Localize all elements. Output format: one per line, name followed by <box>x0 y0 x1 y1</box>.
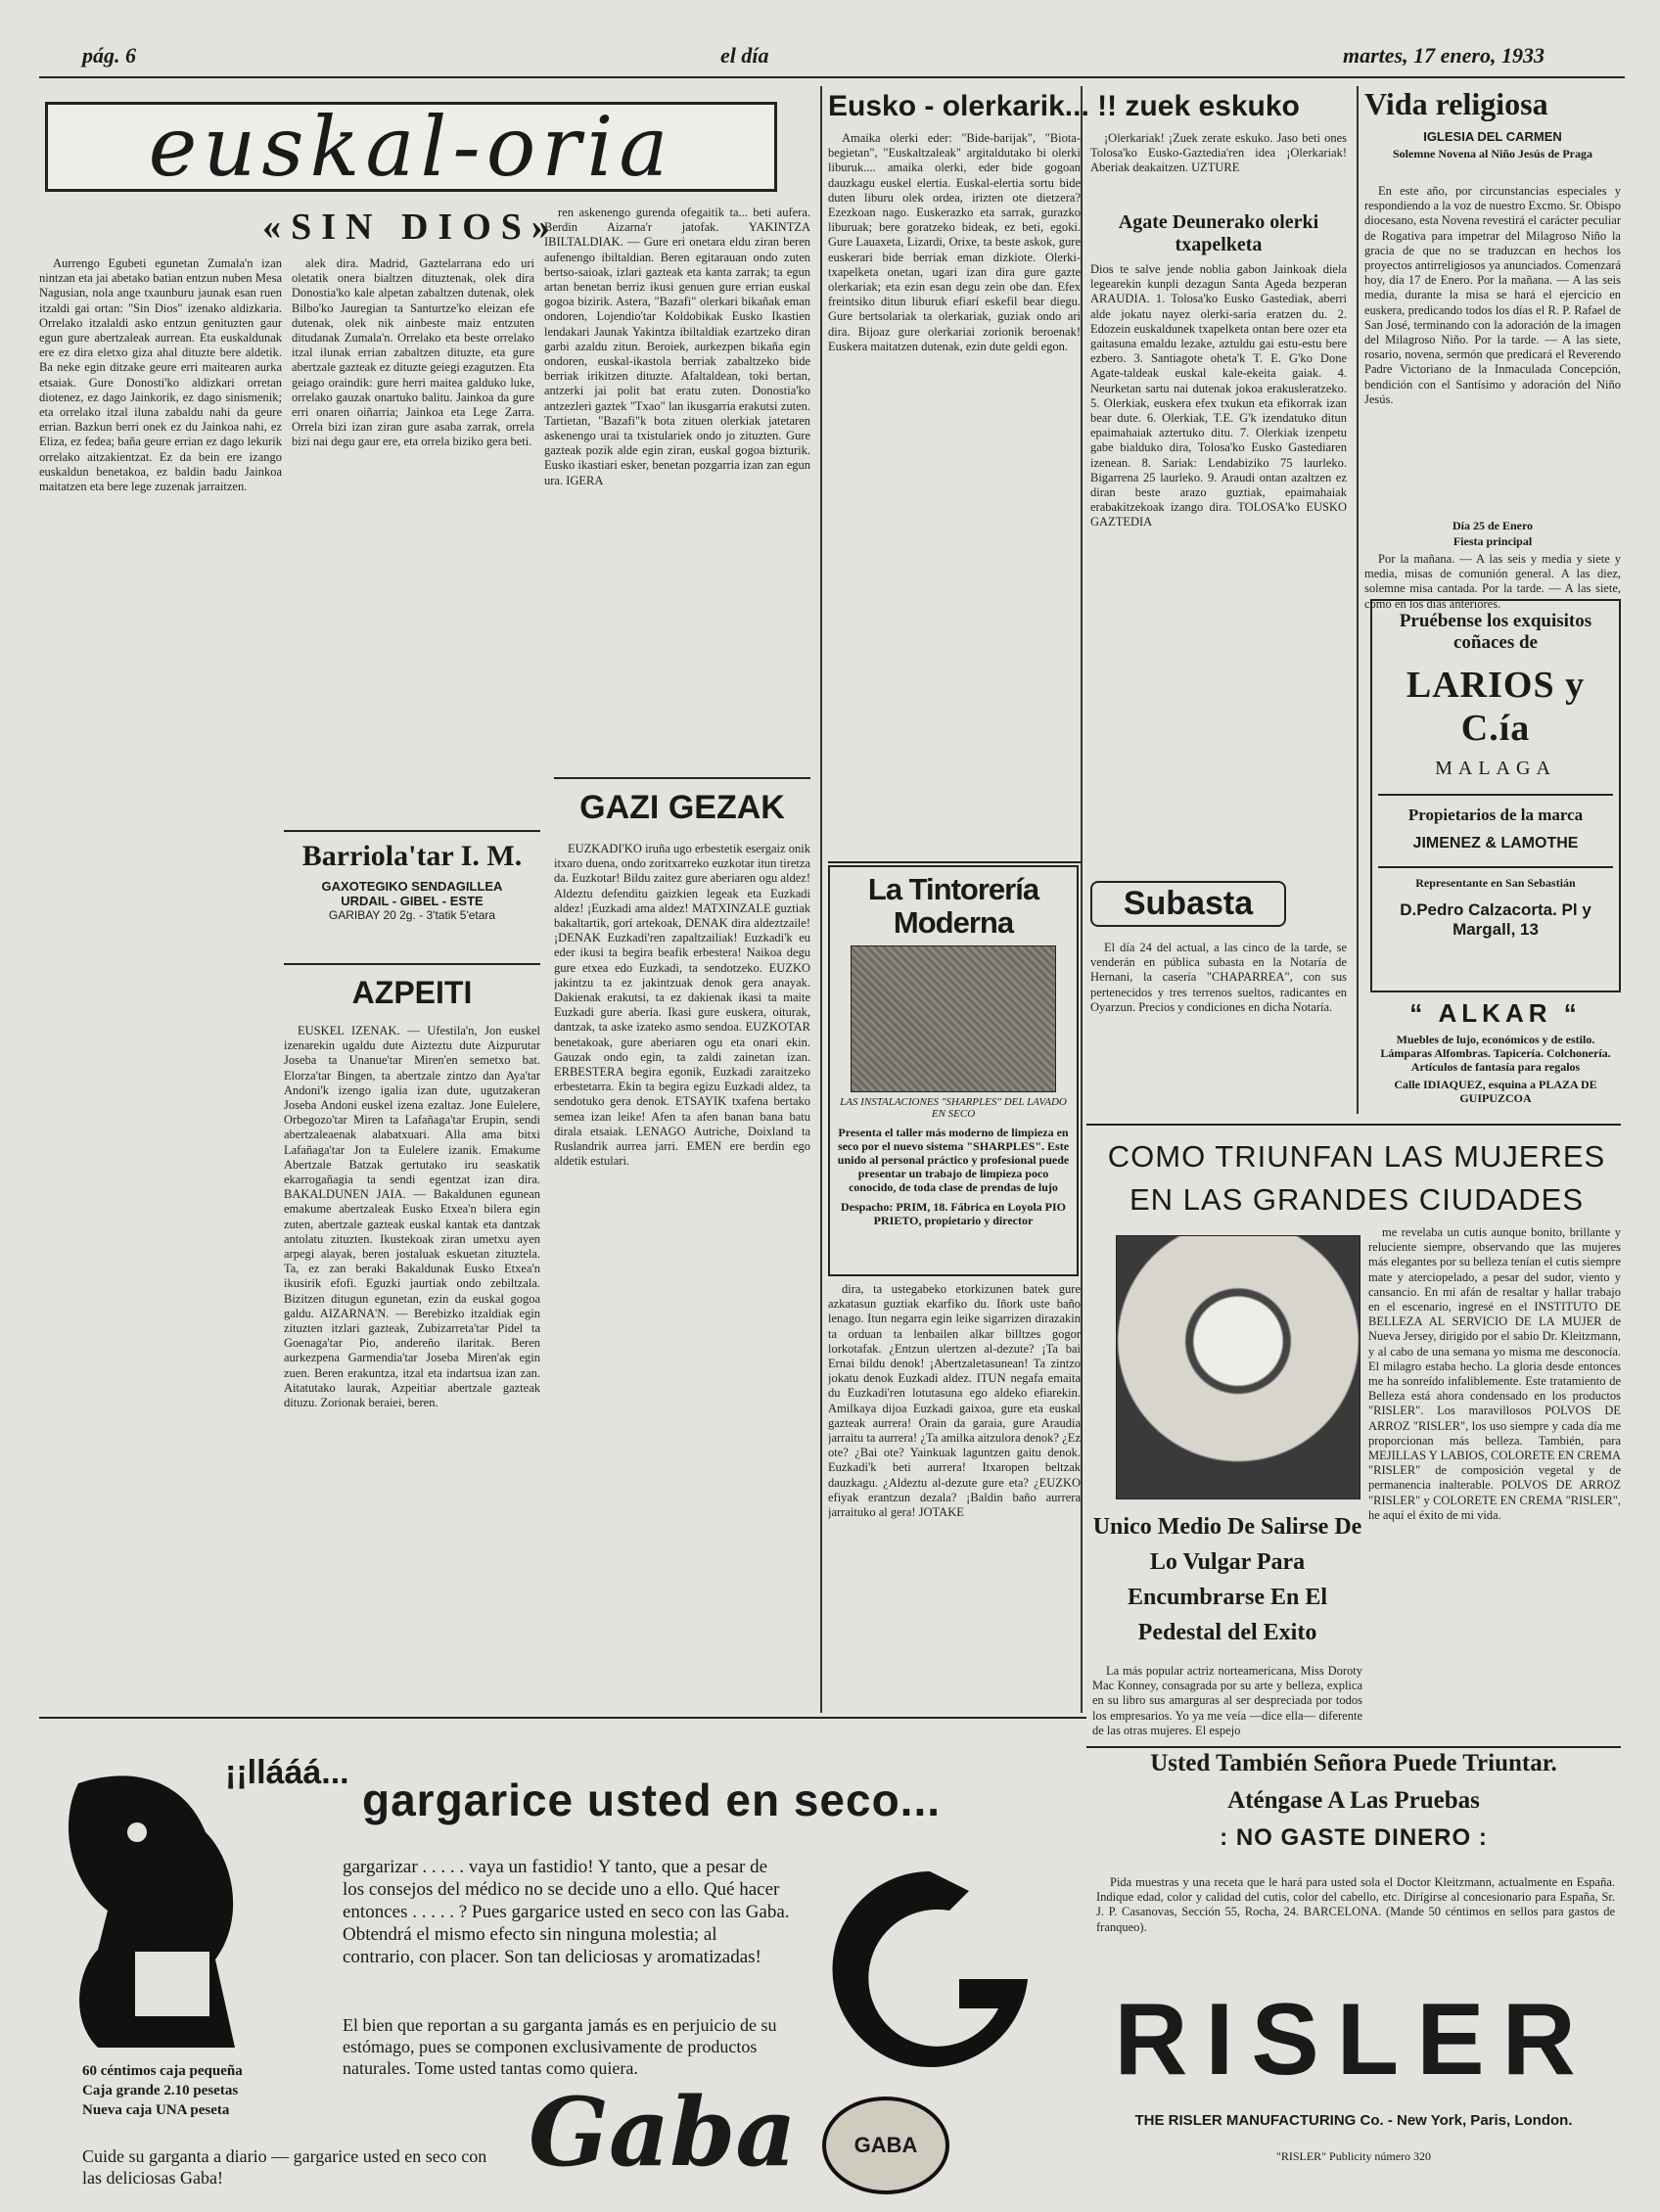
newspaper-name: el día <box>720 43 769 68</box>
article-column-1 <box>39 256 282 1695</box>
religiosa-body <box>1364 184 1621 517</box>
alkar-title: “ ALKAR “ <box>1409 998 1582 1028</box>
larios-line: D.Pedro Calzacorta. Pl y Margall, 13 <box>1400 900 1591 939</box>
subasta-title: Subasta <box>1090 881 1286 927</box>
olerki-column-1 <box>828 131 1081 777</box>
barriola-title: Barriola'tar I. M. <box>301 840 523 872</box>
alkar-ad <box>1370 998 1621 1105</box>
larios-line: Pruébense los exquisitos <box>1399 611 1592 631</box>
tintoreria-ad <box>828 865 1079 1276</box>
olerki-title: Eusko - olerkarik... !! zuek eskuko <box>828 90 1300 122</box>
risler-intro <box>1092 1664 1362 1742</box>
article-text: Dios te salve jende noblia gabon Jainkoak diela legearekin kunpli dezagun Santa Ageda bezperan ARAUDIA. 1. Tolosa'ko Eusko Gastediak, aberri alde jokatu nayez olerki-saria eratzen du. 2. Edozein euskaldunek txapelketa ontan bere ozer eta gaitasuna emaldu lezake, aztuldu gai estu-estu bere ezbero. 3. Santiagote oheta'k T. E. G'ko Done Agate-taldeak euskal kale-ekeita gaiak. 4. Neurketan sartu nai dutenak jokoa erakusleratzeko. 5. Olerkiak, euskera efex txukun eta efikorrak izan bear dute. 6. Olerkiak, T.E. G'k izendatuko ditun epaimahaiak aztertuko ditu. 7. Olerkiak izenpetu gabe bialduko dira, Tolosa'ko Eusko Gastediaren izenean. 8. Sariak: Lendabiziko 75 laurleko. Bigarrena 25 laurleko. 9. Araudi ontan azaltzen ez diran beste arazo guztiak, epaimahaiak erabakitzekoak izango dira. TOLOSA'ko EUSKO GAZTEDIA <box>1090 262 1347 530</box>
article-text: Amaika olerki eder: "Bide-barijak", "Biota-begietan", "Euskaltzaleak" argitaldutako bi olerki liburuk.... amaika olerki, eder bide gogoan dauzkagu euskel elertia. Euskal-elertia sortu bide duten liburu olek ordea, irizten ote dietzera? Ezezkoan nago. Euskerazko eta sarrak, gurazko liburuak; bere goratzeko bideak, ez beti, egoki. Gure Lauaxeta, Lizardi, Orixe, ta beste askok, gure euskerari bide berriak eman dizkiote. Olerki-txapelketa onetan, ugari izan dira gure gazte olerkariak; eta ezin esan degu zein obe dan. Efex freintsiko ditun liburuk efiarí eskefil bear diegu. Gure bertsolariak ta olerkariak, guziak ondo ari dira. Bijoaz gure olerkariai zorionik beroenak! Euskera maitatzen dutenak, ezin dute geldi egon. <box>828 131 1081 353</box>
section-rule <box>284 830 540 832</box>
article-column-2 <box>292 256 534 814</box>
section-rule <box>828 861 1081 863</box>
risler-cta: Usted También Señora Puede Triuntar. <box>1150 1750 1557 1776</box>
larios-line: Representante en San Sebastián <box>1415 876 1576 890</box>
tintoreria-title: La Tintorería Moderna <box>867 872 1039 940</box>
article-text: ren askenengo gurenda ofegaitik ta... beti aufera. Berdin Aizarna'r jatofak. YAKINTZA IBILTALDIAK. — Gure eri onetara eldu ziran beren aufenengo ibiltaldian. Beren egitarauan ondo zuten bertso-saioak, izlari gazteak eta kanta zarrak; ta egun artan benetan berriz ikusi genuen gure errian euskal gogoa bizirik. Astera, "Bazafi" olerkari bikañak eman ondoren, Lojendio'tar Koldobikak Eusko Ikastien lendakari Jaunak Yakintza ibiltaldiak ezartzeko diran garbi azaldu zitun. Beroiek, aurkezpen bikaña egin ondoren, euskal-ikastola berriak zabaltzeko bide berriak irikitzen dituzte. Afaltaldean, toki bertan, antzerki jai polit bat eratu zuten. Donostia'ko antzezleri gaztek "Txao" lan ikusgarria erakutsi zuten. Tartietan, "Bazafi"k bota zituen olerkiak jatetaren askenengo urai ta txistulariek ondo jo zituzten. Gure gazteak pozik alde egin ziran, euskal gogoa bizturik. Eusko ikastiari esker, benetan pozgarria izan zan egun ura. IGERA <box>544 206 810 487</box>
article-text: me revelaba un cutis aunque bonito, brillante y reluciente siempre, observando que las mujeres más elegantes por su belleza tenían el cutis siempre mate y aterciopelado, a pesar del sudor, viento y cansancio. En mi afán de resaltar y hallar trabajo en el escenario, ingresé en el INSTITUTO DE BELLEZA AL SERVICIO DE LA MUJER de Nueva Jersey, dirigido por el sabio Dr. Kleitzmann, y al cabo de una semana yo misma me desconocía. El milagro estaba hecho. La gloria desde entonces me ha sonreído infaliblemente. Este tratamiento de Belleza está ahora condensado en los productos "RISLER". Los maravillosos POLVOS DE ARROZ "RISLER", los uso siempre y cada día me proporcionan más belleza. También, para MEJILLAS Y LABIOS, COLORETE EN CREMA "RISLER" de composición vegetal y de permanencia inalterable. POLVOS DE ARROZ "RISLER" y COLORETE EN CREMA "RISLER", he aquí el éxito de mi vida. <box>1368 1225 1621 1522</box>
section-rule <box>284 963 540 965</box>
risler-cta: : NO GASTE DINERO : <box>1220 1824 1488 1851</box>
subasta-ad <box>1090 881 1347 1096</box>
article-text: EUZKADI'KO iruña ugo erbestetik esergaiz onik itxaro duena, ondo zoritxarreko euzkotar itun tiretza da. Euzkotar! Bildu zaitez gure aberiaren ogu aldez! Aldeztu defenditu gaizkien legeak eta Euzkadi aldez! ¡Euzkadi ama aldez! MATXINZALE guztiak bakaltartik, gorí artekoak, DENAK dira aldeztzaile! ¡DENAK Euzkadi'ren zapaltzailiak! Euzkadi'k eu eder ikusi ta begira beafik erbestera! Naikoa degu gure etxea edo Euzkadi, ta sendotzeko. EUZKO jakintzu ta ez jakintzuak denok gera anayak. Dakienak erakutsi, ta ez dakienak ikasi ta maite Euzkadi gure aberia. Ikasi gure euskera, oiturak, dantzak, ta aske izateko asmo sendoa. EUZKOTAR benetakoak, gure aberiaren ogu eta onari ekin. Gauzak ondo egin, ta zaldi zainetan izan. ERBESTERA begira egonik, Euzkadi zaraitzeko erbestetarra. Ekin ta begira egizu Euzkadi aldez, ta sendotuko gera denok. ETSAYIK txafena bertako semea izan leike! Afen ta afen banan bana batu dirala etsaiak. LENAGO Autriche, Doixland ta Ruslandrik aurrea jarri. EMEN ere berdin ego aldetik estulari. <box>554 842 810 1169</box>
risler-testimony <box>1368 1225 1621 1734</box>
risler-brand: RISLER <box>1114 1983 1593 2097</box>
gaba-brand: Gaba <box>529 2077 797 2188</box>
article-column-3 <box>544 206 810 763</box>
agate-title: Agate Deunerako olerki txapelketa <box>1118 211 1319 255</box>
gaba-ad <box>39 1725 1081 2204</box>
gaba-prices: 60 céntimos caja pequeña Caja grande 2.10 pesetas Nueva caja UNA peseta <box>82 2063 243 2118</box>
section-rule <box>554 777 810 779</box>
barriola-sub: GARIBAY 20 2g. - 3'tatik 5'etara <box>328 908 496 922</box>
risler-offer <box>1096 1875 1615 1973</box>
article-text: EUSKEL IZENAK. — Ufestila'n, Jon euskel izenarekin ugaldu dute Aizteztu dute Aizpurutar Joseba ta Unanue'tar Miren'en semetxo bat. Elorza'tar Bingen, ta abertzale zintzo dan Aya'tar Andoni'k izengo igalia izan dute, ugutzakeran Joseba Andoni euskel izena ezaltaz. Jone Eulelere, Orbegozo'tar Miren ta Lafañaga'tar Erupin, sendi abertzaleaenak alabatxuari. Alla ama bitxi Lafañaga'tar Jon ta Eulelere izanik. Emakume Abertzale Batzak gertutako iru seaskatik ekarrogañagia ta sendi egentzat izan dira. BAKALDUNEN JAIA. — Bakaldunen egunean emakume abertzaleak Eusko Etxea'n bilera egin zuten, abertzale gazteak euskal kantak eta dantzak antolatu zituzten. Ikustekoak ziran umetxu ayen arpegi alayak, beren jostaluak eskuetan zituztela. Ta, ez zan beraki Bakaldunak Eusko Etxea'n ikusirik efofi. Eguzki jaurtiak ondo zebiltzala. Bizitzen ditugun egunetan, ezin da euskal gogoa galdu. AIZARNA'N. — Berebizko itzaldiak egin zituzten itzlari gazteak, Zubizarreta'tar Pidel ta Goenaga'tar Pio, andereño ilaritak. Beren aurkezpena Garmendia'tar Joseba Miren'ak egin zuen. Beren erakuntza, itzal eta indartsua izan zan. Aitatutako laurak, Azpeitiar abertzale gazteak dituzu. Zorionak beraiei, beren. <box>284 1024 540 1410</box>
religiosa-sub: Solemne Novena al Niño Jesús de Praga <box>1393 147 1592 161</box>
gaba-slogan: Cuide su garganta a diario — gargarice usted en seco con las deliciosas Gaba! <box>82 2146 487 2188</box>
article-text: Por la mañana. — A las seis y media y siete y media, misas de comunión general. A las diez, solemne misa cantada. Por la tarde. — A las siete, como en los días anteriores. <box>1364 552 1621 611</box>
gazi-gezak-title: GAZI GEZAK <box>579 789 785 826</box>
agate-rules <box>1090 262 1347 869</box>
gaba-body: gargarizar . . . . . vaya un fastidio! Y tanto, que a pesar de los consejos del médico no se decide uno a ello. Qué hacer entonces . . . . . ? Pues gargarice usted en seco con las Gaba. Obtendrá el mismo efecto sin ninguna molestia; al contrario, con placer. Son tan deliciosas y aromatizadas! <box>343 1857 790 1967</box>
woman-illustration <box>1116 1235 1360 1499</box>
section-rule <box>1086 1124 1621 1126</box>
azpeiti-title: AZPEITI <box>351 975 473 1010</box>
article-text: Pida muestras y una receta que le hará para usted sola el Doctor Kleitzmann, actualmente en España. Indique edad, color y calidad del cutis, color del cabello, etc. Dirígirse al concesionario para España, Sr. J. P. Casanovas, Sección 55, Rocha, 24. BARCELONA. (Mande 50 céntimos en sellos para gastos de franqueo). <box>1096 1875 1615 1934</box>
euskal-oria-title: euskal-oria <box>148 99 674 195</box>
alkar-body: Muebles de lujo, económicos y de estilo. Lámparas Alfombras. Tapicería. Colchonería. Artículos de fantasía para regalos <box>1380 1033 1611 1074</box>
larios-ad <box>1370 599 1621 992</box>
article-text: dira, ta ustegabeko etorkizunen batek gure azkatasun guztiak ekarfiko du. Iñork uste baño lenago. Itun negarra egin leike sigarrizen dirazakin ta orduan ta lenbailen alkar billtzes gogor lorkotafak. ¿Entzun ulertzen al-dezute? ¡Ta bai Ernai bildu denok! ¡Abertzaletasunean! Ta zintzo jokatu denok Euzkadi aldez. ITUN negafa emaita du Euzkadi'ren lotutasuna ego aldeko efiarekin. Amilkaya dijoa Euzkadi gaixoa, gure eta euskal gazteak aurrera! Orain da garaia, gure Araudia jarraitu ta aurrera! ¿Ta amilka aitzulora denok? ¿Ez ote? ¿Bai ote? Yainkuak laguntzen gaitu denok. Euzkadi'k beti aurrera! Itxaropen beltzak dauzkagu. ¿Aldeztu al-dezute gure eta? ¿EUZKO efiyak erantzun dezala? ¡Baldin baño aurrera jarraituko al gera! JOTAKE <box>828 1282 1081 1520</box>
subasta-body <box>1090 941 1347 1078</box>
religiosa-sub: IGLESIA DEL CARMEN <box>1423 129 1562 144</box>
barriola-sub: URDAIL - GIBEL - ESTE <box>341 894 484 908</box>
tintoreria-address: Despacho: PRIM, 18. Fábrica en Loyola PIO PRIETO, propietario y director <box>841 1200 1066 1227</box>
section-rule <box>1086 1746 1621 1748</box>
column-divider <box>1357 86 1359 1114</box>
azpeiti-article <box>284 1024 540 1699</box>
alkar-address: Calle IDIAQUEZ, esquina a PLAZA DE GUIPUZCOA <box>1394 1078 1597 1105</box>
principal-sub: Fiesta principal <box>1452 534 1533 548</box>
larios-line: Propietarios de la marca <box>1407 806 1584 824</box>
article-text: En este año, por circunstancias especiales y respondiendo a la voz de nuestro Excmo. Sr. Obispo diocesano, esta Novena revestirá el carácter peculiar de Rogativa para impetrar del Milagroso Niño la gracia de que no se traduzcan en hechos los proyectos antirreligiosos ya anunciados. Comenzará hoy, día 17 de Enero. Por la mañana. — A las seis media, durante la misa se hará el ejercicio en euskera, predicando todos los días el R. P. Rafael de San José, terminando con la adoración de la imagen del Milagroso Niño. Por la tarde. — A las siete, rosario, novena, sermón que predicará el Reverendo Padre Victoriano de la Inmaculada Concepción, bendición con el Santísimo y adoración del Niño Jesús. <box>1364 184 1621 406</box>
olerki-column-2 <box>1090 131 1347 209</box>
page-number: pág. 6 <box>82 43 136 68</box>
larios-city: MALAGA <box>1435 758 1556 779</box>
column-divider <box>820 86 822 1713</box>
continued-article <box>828 1282 1081 1693</box>
larios-brand: LARIOS y C.ía <box>1406 665 1586 749</box>
risler-headline: COMO TRIUNFAN LAS MUJERES EN LAS GRANDES CIUDADES <box>1107 1139 1606 1217</box>
article-text: alek dira. Madrid, Gaztelarrana edo uri oletatik onera bialtzen dituztenak, olek dira Donostia'ko kale alpetan zabaltzen dutenak, olek Bilbo'ko Jauregian ta Santurtze'ko eleizan efe dutenak, olek nik ainbeste maiz entzuten ditudanak Zumala'n. Orrelako eta beste orrelako itzal ilunak errian zabaltzen dituzte, eta gure abertzale gazteak ez dituzte geiegi ezagutzen. Eta geiago oraindik: gure herri maitea galduko luke, orrelako gauzak onartuko balitu. Jainkoa da gure erri onaren oiñarria; Jainkoa eta Lege Zarra. Orrela bizi izan ziran gure asaba zarrak, orrela bizi nai degu gaur ere, eta orrela biziko gera beti. <box>292 256 534 449</box>
header-rule <box>39 76 1625 78</box>
barriola-sub: GAXOTEGIKO SENDAGILLEA <box>321 879 503 894</box>
gaba-shout: ¡¡llááá... <box>225 1754 349 1791</box>
risler-cta: Aténgase A Las Pruebas <box>1227 1787 1480 1814</box>
gaba-headline: gargarice usted en seco... <box>362 1774 942 1825</box>
euskal-oria-logo <box>45 99 777 195</box>
article-text: El día 24 del actual, a las cinco de la tarde, se venderán en pública subasta en la Notaría de Hernani, la casería "CHAPARREA", con sus pertenecidos y tres terrenos sueltos, radicantes en Oyarzun. Precios y condiciones en dicha Notaría. <box>1090 941 1347 1014</box>
larios-line: coñaces de <box>1452 632 1538 653</box>
section-rule <box>39 1717 1086 1719</box>
tintoreria-body: Presenta el taller más moderno de limpieza en seco por el nuevo sistema "SHARPLES". Este unido al personal práctico y profesional puede presentar un trabajo de limpieza poco conocido, de toda clase de prendas de lujo <box>837 1126 1070 1194</box>
column-divider <box>1081 86 1083 1713</box>
gaba-body-2: El bien que reportan a su garganta jamás es en perjuicio de su estómago, pues se componen exclusivamente de productos naturales. Tome usted tantas como quiera. <box>343 2015 777 2078</box>
larios-line: JIMENEZ & LAMOTHE <box>1412 835 1579 852</box>
risler-maker: THE RISLER MANUFACTURING Co. - New York, Paris, London. <box>1134 2112 1573 2129</box>
principal-date: Día 25 de Enero <box>1452 519 1534 532</box>
gazi-gezak-article <box>554 842 810 1699</box>
issue-date: martes, 17 enero, 1933 <box>1343 43 1545 68</box>
gaba-tin-label: GABA <box>853 2133 918 2157</box>
barriola-ad <box>284 840 540 922</box>
gaba-g-logo <box>812 1852 1047 2087</box>
risler-ref: "RISLER" Publicity número 320 <box>1275 2149 1432 2163</box>
article-text: La más popular actriz norteamericana, Miss Doroty Mac Konney, consagrada por su arte y belleza, explica en su libro sus amarguras al ser despreciada por todos los empresarios. Yo ya me veía —dice ella— diferente de las otras mujeres. El espejo <box>1092 1664 1362 1737</box>
article-title: «SIN DIOS» <box>262 207 560 248</box>
article-text: ¡Olerkariak! ¡Zuek zerate eskuko. Jaso beti ones Tolosa'ko Eusko-Gaztedia'ren idea ¡Olerkariak! Aberiak deakaitzen. UZTURE <box>1090 131 1347 175</box>
laundry-photo <box>851 945 1056 1092</box>
article-text: Aurrengo Egubeti egunetan Zumala'n izan nintzan eta jai abetako batian entzun nuben Mesa Nagusian, nola ange txaunburu jaunak esan ruen itzaldi gai ortan: "Sin Dios" izenako aldizkaria. Orrelako itzalaldi asko entzun genituzten gaur egun gure abertzaleak aurrean. Eta euskaldunak ere ez dira eletxo giza ahal dituzte bere aldetik. Ba neke egin ditzake geure erri maitearen aurka etsaiak. Gure Donosti'ko aldizkari orretan diotenez, ez dago Jainkorik, ez dago sinismenik; eta orrelako itzal iluna zabaldu nahi da geure errian. Bazkun berri onek ez du Jainkoa nahi, ez Eliza, ez fedea; baña geure errian ez dago lekurik orrelako aitzakientzat. Ez da bein ere izango euskaldun benetakoa, ez baldin badu Jainkoa maitatzen eta bere lege zuzenak jarraitzen. <box>39 256 282 494</box>
religiosa-title: Vida religiosa <box>1364 86 1548 121</box>
risler-subtitle: Unico Medio De Salirse De Lo Vulgar Para Encumbrarse En El Pedestal del Exito <box>1092 1514 1362 1645</box>
tintoreria-caption: LAS INSTALACIONES "SHARPLES" DEL LAVADO EN SECO <box>840 1096 1067 1120</box>
gaba-tin <box>822 2097 949 2194</box>
